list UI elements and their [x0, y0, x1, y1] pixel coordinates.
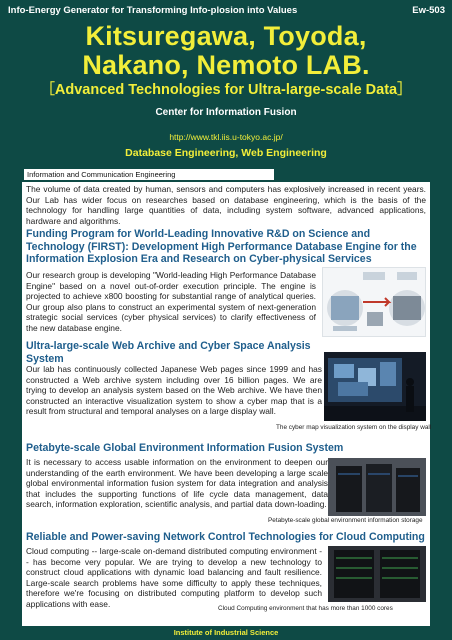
section-text-first: Our research group is developing "World-leading High Performance Database Engine" based on a novel out-of-order execution principle. The engine is projected to achieve x800 boosting for substantial range of analytical queries. Our group also plans to construct an experimental system of next-generation strategic social services (cyber physical services) to clarify effectiveness of the new database engine.	[26, 270, 316, 333]
lab-url-link[interactable]: http://www.tkl.iis.u-tokyo.ac.jp/	[169, 132, 283, 142]
caption-display-wall: The cyber map visualization system on the display wall	[276, 424, 432, 431]
footer-institute: Institute of Industrial Science	[173, 628, 279, 637]
caption-storage: Petabyte-scale global environment information storage	[268, 517, 423, 524]
display-wall-illustration	[324, 352, 426, 421]
center-name: Center for Information Fusion	[155, 107, 297, 118]
caption-cloud: Cloud Computing environment that has more than 1000 cores	[218, 605, 393, 612]
department-label: Database Engineering, Web Engineering	[125, 147, 327, 159]
lab-title-line-2: Nakano, Nemoto LAB.	[82, 50, 370, 80]
category-tag: Information and Communication Engineering	[24, 169, 274, 180]
content-panel	[22, 182, 430, 626]
intro-text: The volume of data created by human, sensors and computers has explosively increased in recent years. Our Lab has wider focus on researches based on database engineering, which is the basis of the technology for handling large quantities of data, including system software, advanced applications, hardware and algorithms.	[26, 184, 426, 226]
section-text-cloud: Cloud computing -- large-scale on-demand distributed computing environment -- has become very popular. We are trying to develop a new technology to construct cloud applications with dynamic load balancing and fault resilience. Large-scale search problems have some difficulty to apply these techniques, therefore we're focusing on distributed computing platform to develop such applications with ease.	[26, 546, 322, 609]
section-title-first: Funding Program for World-Leading Innovative R&D on Science and Technology (FIRST): Development High Performance Database Engine for the Information Explosion Era and Research on Cyber-physical Services	[26, 228, 417, 266]
section-text-environment: It is necessary to access usable information on the environment to deepen our understanding of the earth environment. We have been developing a large scale global environmental information fusion system for data integration and analysis that includes the supporting functions of life cycle data management, data search, information exploration, scientific analysis, and partial data down-loading.	[26, 457, 328, 510]
exhibit-code: Ew-503	[412, 4, 445, 16]
lab-title-line-1: Kitsuregawa, Toyoda,	[85, 21, 367, 51]
cloud-servers-photo	[328, 546, 426, 602]
theme-label: Info-Energy Generator for Transforming Info-plosion into Values	[8, 4, 298, 16]
lab-subtitle: ［Advanced Technologies for Ultra-large-scale Data］	[40, 82, 412, 98]
cloud-servers-illustration	[328, 546, 426, 602]
lab-title	[0, 22, 452, 80]
top-bar	[0, 0, 452, 20]
storage-rack-illustration	[328, 458, 426, 516]
header	[0, 22, 452, 160]
section-title-cloud: Reliable and Power-saving Network Control Technologies for Cloud Computing	[26, 531, 425, 543]
storage-rack-photo	[328, 458, 426, 516]
database-engine-diagram-image	[322, 267, 426, 337]
section-text-web-archive: Our lab has continuously collected Japanese Web pages since 1999 and has constructed a Web archive system including over 16 billion pages. We are trying to develop an analysis system based on the Web archive. We have then constructed an interactive visualization system to show a cyber map that is a result from structural and temporal analyses on a large display wall.	[26, 364, 322, 417]
section-title-environment: Petabyte-scale Global Environment Information Fusion System	[26, 442, 344, 454]
section-title-web-archive: Ultra-large-scale Web Archive and Cyber Space Analysis System	[26, 340, 311, 365]
diagram-illustration	[323, 268, 426, 337]
display-wall-photo	[324, 352, 426, 421]
